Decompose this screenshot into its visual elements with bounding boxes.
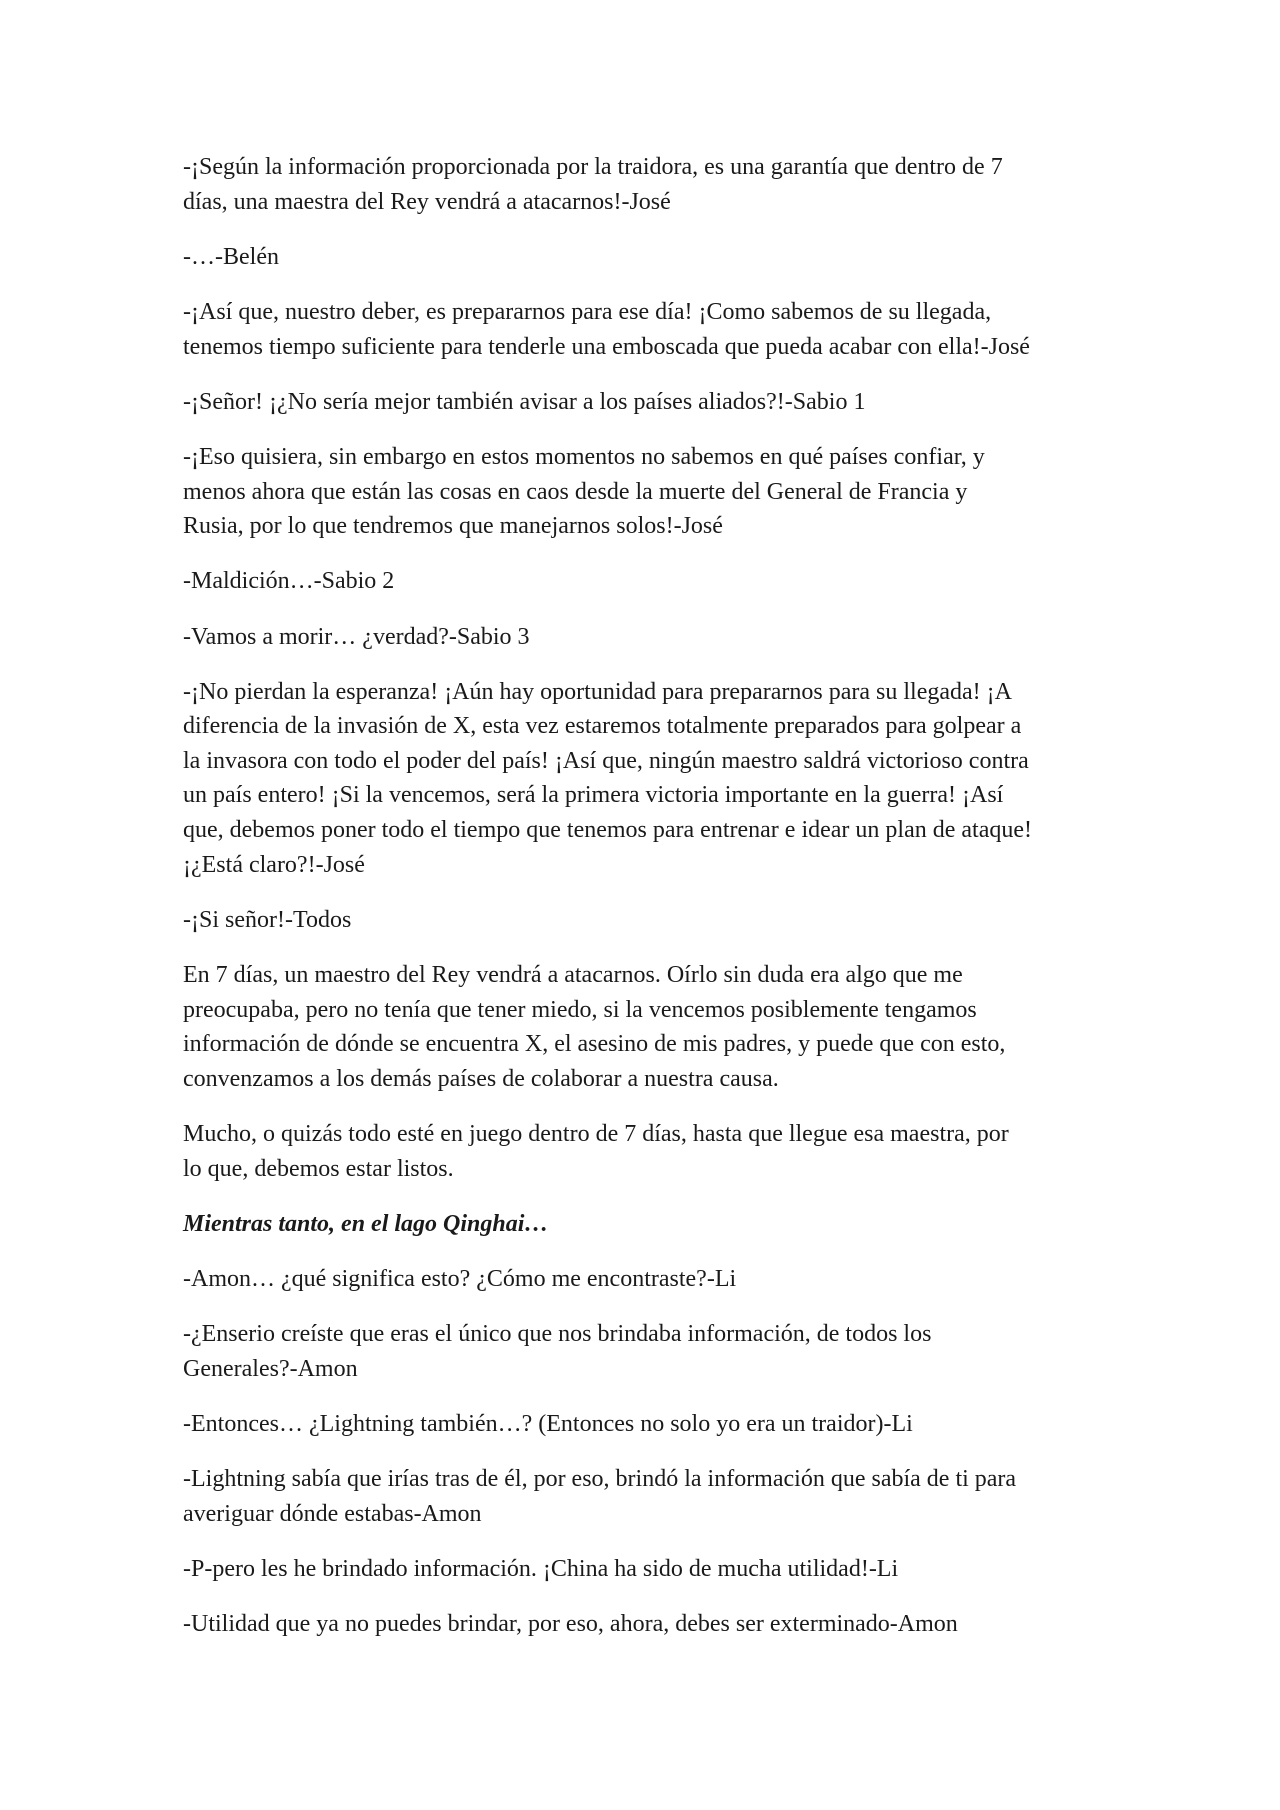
text-line: -Entonces… ¿Lightning también…? (Entonces no solo yo era un traidor)-Li (183, 1410, 913, 1437)
text-line: -Utilidad que ya no puedes brindar, por eso, ahora, debes ser exterminado-Amon (183, 1611, 958, 1638)
text-line: lo que, debemos estar listos. (183, 1155, 454, 1182)
text-line: -¡Si señor!-Todos (183, 906, 352, 933)
text-line: la invasora con todo el poder del país! ¡Así que, ningún maestro saldrá victorioso contra (183, 747, 1029, 774)
text-line: Mucho, o quizás todo esté en juego dentro de 7 días, hasta que llegue esa maestra, por (183, 1121, 1009, 1147)
text-line: menos ahora que están las cosas en caos desde la muerte del General de Francia y (183, 478, 968, 505)
paragraph (183, 958, 1103, 1096)
paragraph (183, 564, 1103, 599)
text-line: tenemos tiempo suficiente para tenderle una emboscada que pueda acabar con ella!-José (183, 333, 1030, 360)
text-line: -¡Señor! ¡¿No sería mejor también avisar a los países aliados?!-Sabio 1 (183, 388, 866, 415)
paragraph (183, 1552, 1103, 1587)
text-line: que, debemos poner todo el tiempo que tenemos para entrenar e idear un plan de ataque! (183, 817, 1032, 844)
text-line: -Lightning sabía que irías tras de él, por eso, brindó la información que sabía de ti para (183, 1466, 1017, 1493)
text-line: información de dónde se encuentra X, el asesino de mis padres, y puede que con esto, (183, 1031, 1006, 1058)
paragraph (183, 440, 1103, 544)
paragraph (183, 1117, 1103, 1186)
text-line: -…-Belén (183, 243, 279, 270)
paragraph (183, 1262, 1103, 1297)
text-line: -¿Enserio creíste que eras el único que nos brindaba información, de todos los (183, 1321, 932, 1348)
text-line: -¡Según la información proporcionada por la traidora, es una garantía que dentro de 7 (183, 154, 1003, 180)
text-line: -Maldición…-Sabio 2 (183, 568, 395, 595)
text-line: -¡Así que, nuestro deber, es prepararnos para ese día! ¡Como sabemos de su llegada, (183, 298, 992, 325)
paragraph (183, 240, 1103, 275)
paragraph (183, 385, 1103, 420)
text-line: -P-pero les he brindado información. ¡China ha sido de mucha utilidad!-Li (183, 1555, 899, 1582)
paragraph (183, 1317, 1103, 1386)
scene-heading (183, 1207, 1103, 1242)
paragraph (183, 1607, 1103, 1642)
paragraph (183, 620, 1103, 655)
document-page (183, 150, 1103, 1662)
text-line: Generales?-Amon (183, 1355, 358, 1382)
text-line: -Amon… ¿qué significa esto? ¿Cómo me encontraste?-Li (183, 1265, 737, 1292)
paragraph (183, 903, 1103, 938)
text-line: ¡¿Está claro?!-José (183, 851, 365, 878)
text-line: -¡Eso quisiera, sin embargo en estos momentos no sabemos en qué países confiar, y (183, 443, 985, 470)
paragraph (183, 295, 1103, 364)
text-line: convenzamos a los demás países de colaborar a nuestra causa. (183, 1065, 779, 1092)
text-line: diferencia de la invasión de X, esta vez estaremos totalmente preparados para golpear a (183, 713, 1022, 740)
text-line: preocupaba, pero no tenía que tener miedo, si la vencemos posiblemente tengamos (183, 996, 977, 1023)
text-line: -Vamos a morir… ¿verdad?-Sabio 3 (183, 623, 530, 650)
text-line: -¡No pierdan la esperanza! ¡Aún hay oportunidad para prepararnos para su llegada! ¡A (183, 678, 1012, 705)
text-line: Rusia, por lo que tendremos que manejarnos solos!-José (183, 513, 723, 540)
paragraph (183, 150, 1103, 219)
paragraph (183, 675, 1103, 883)
text-line: días, una maestra del Rey vendrá a atacarnos!-José (183, 188, 671, 215)
paragraph (183, 1462, 1103, 1531)
text-line: Mientras tanto, en el lago Qinghai… (183, 1210, 549, 1237)
text-line: un país entero! ¡Si la vencemos, será la primera victoria importante en la guerra! ¡Así (183, 782, 1004, 809)
text-line: averiguar dónde estabas-Amon (183, 1500, 482, 1527)
text-line: En 7 días, un maestro del Rey vendrá a atacarnos. Oírlo sin duda era algo que me (183, 962, 963, 989)
paragraph (183, 1407, 1103, 1442)
